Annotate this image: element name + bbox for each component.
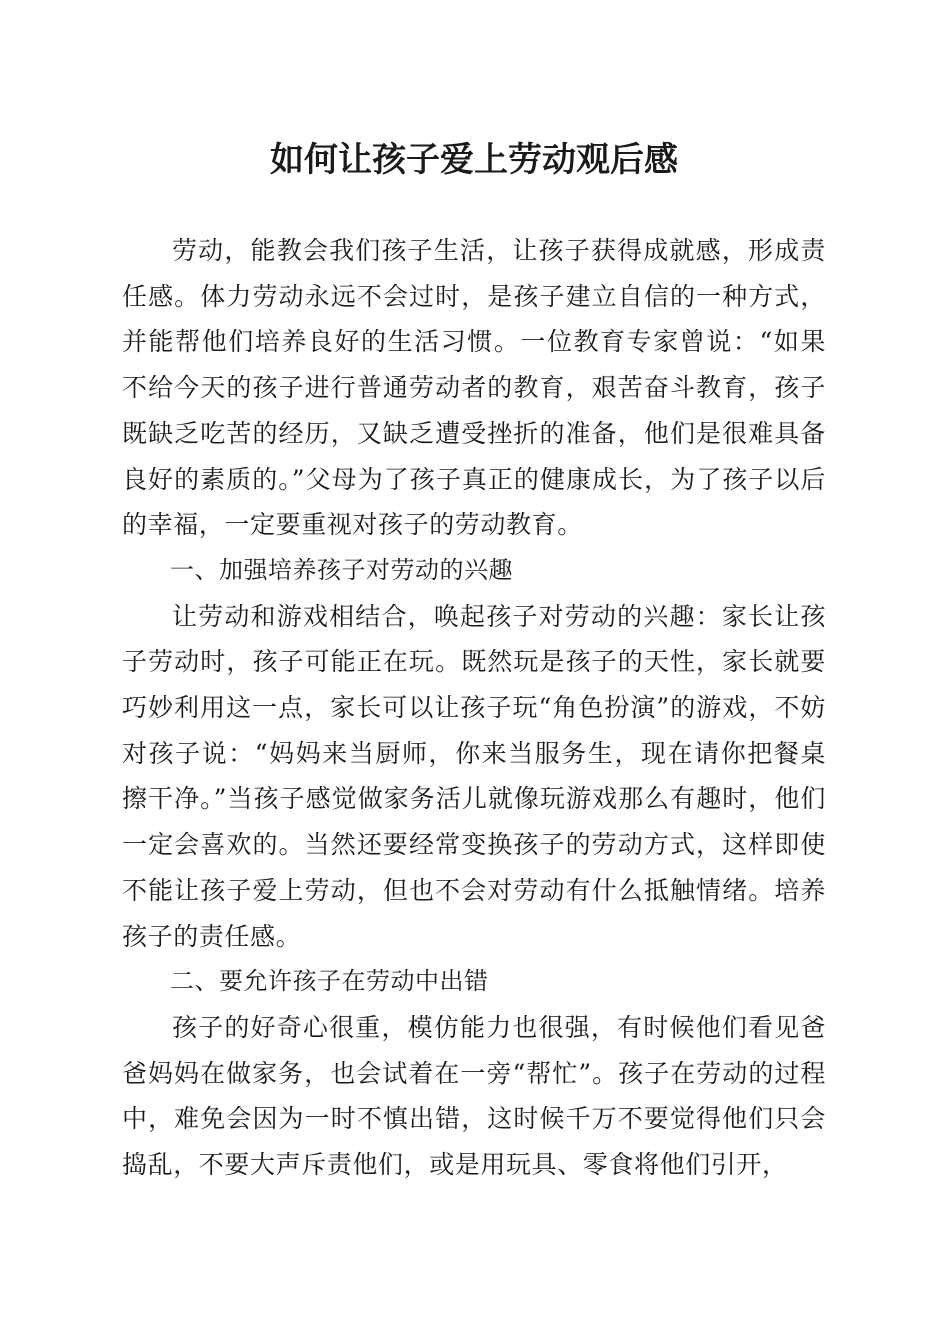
paragraph-intro: 劳动，能教会我们孩子生活，让孩子获得成就感，形成责任感。体力劳动永远不会过时，是孩子建立自信的一种方式，并能帮他们培养良好的生活习惯。一位教育专家曾说：“如果不给今天的孩子进行普通劳动者的教育，艰苦奋斗教育，孩子既缺乏吃苦的经历，又缺乏遭受挫折的准备，他们是很难具备良好的素质的。”父母为了孩子真正的健康成长，为了孩子以后的幸福，一定要重视对孩子的劳动教育。 [122, 236, 826, 540]
section-heading-2: 二、要允许孩子在劳动中出错 [170, 967, 489, 996]
paragraph-section-2: 孩子的好奇心很重，模仿能力也很强，有时候他们看见爸爸妈妈在做家务，也会试着在一旁“帮忙”。孩子在劳动的过程中，难免会因为一时不慎出错，这时候千万不要觉得他们只会捣乱，不要大声斥责他们，或是用玩具、零食将他们引开， [122, 1012, 826, 1180]
section-heading-1: 一、加强培养孩子对劳动的兴趣 [170, 555, 513, 584]
paragraph-section-1: 让劳动和游戏相结合，唤起孩子对劳动的兴趣：家长让孩子劳动时，孩子可能正在玩。既然玩是孩子的天性，家长就要巧妙利用这一点，家长可以让孩子玩“角色扮演”的游戏，不妨对孩子说：“妈妈来当厨师，你来当服务生，现在请你把餐桌擦干净。”当孩子感觉做家务活儿就像玩游戏那么有趣时，他们一定会喜欢的。当然还要经常变换孩子的劳动方式，这样即使不能让孩子爱上劳动，但也不会对劳动有什么抵触情绪。培养孩子的责任感。 [122, 601, 826, 951]
document-body [122, 228, 826, 1188]
document-title: 如何让孩子爱上劳动观后感 [270, 140, 678, 180]
